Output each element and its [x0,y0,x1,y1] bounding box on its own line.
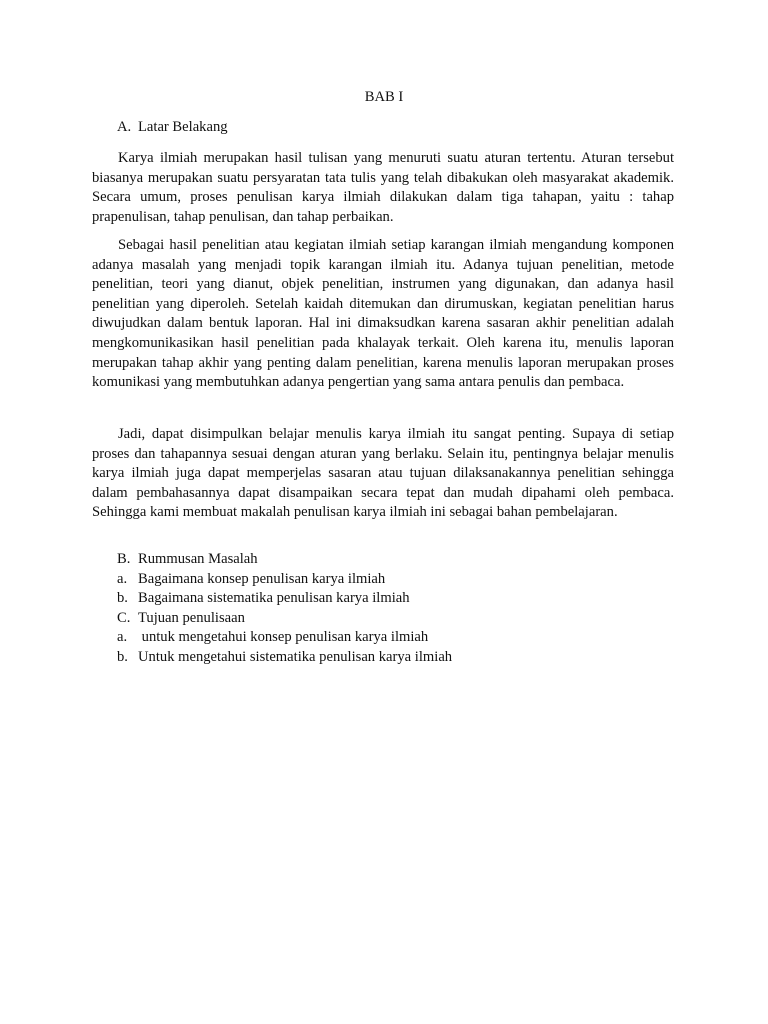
list-item [117,628,452,648]
list-text: Bagaimana sistematika penulisan karya ilmiah [138,590,410,607]
list-item [117,589,452,609]
list-marker: B. [117,551,131,567]
paragraph-1: Karya ilmiah merupakan hasil tulisan yang menuruti suatu aturan tertentu. Aturan tersebut biasanya merupakan suatu persyaratan tata tulis yang telah dibakukan oleh masyarakat akademik. Secara umum, proses penulisan karya ilmiah dilakukan dalam tiga tahapan, yaitu : tahap prapenulisan, tahap penulisan, dan tahap perbaikan. [92,150,674,225]
list-item [117,570,452,590]
list-text: Bagaimana konsep penulisan karya ilmiah [138,570,386,587]
list-text: Untuk mengetahui sistematika penulisan karya ilmiah [138,648,453,665]
list-item [117,609,452,629]
chapter-title: BAB I [364,89,404,105]
list-text: untuk mengetahui konsep penulisan karya ilmiah [138,629,429,646]
paragraph-2: Sebagai hasil penelitian atau kegiatan ilmiah setiap karangan ilmiah mengandung komponen adanya masalah yang menjadi topik karangan ilmiah itu. Adanya tujuan penelitian, metode penelitian, teori yang dianut, objek penelitian, instrumen yang digunakan, dan adanya hasil penelitian yang diperoleh. Setelah kaidah ditemukan dan dirumuskan, kegiatan penelitian harus diwujudkan dalam bentuk laporan. Hal ini dimaksudkan karena sasaran akhir penelitian adalah mengkomunikasikan hasil penelitian pada khalayak terkait. Oleh karena itu, menulis laporan merupakan tahap akhir yang penting dalam penelitian, karena menulis laporan merupakan proses komunikasi yang membutuhkan adanya pengertian yang sama antara penulis dan pembaca. [92,237,674,391]
list-marker: a. [117,629,128,646]
list-item [117,648,452,668]
section-title: Latar Belakang [138,119,228,135]
list-text: Rummusan Masalah [138,551,258,567]
list-item [117,550,452,570]
list-marker: C. [117,609,131,626]
outline-list [117,550,452,668]
paragraph-3: Jadi, dapat disimpulkan belajar menulis karya ilmiah itu sangat penting. Supaya di setiap proses dan tahapannya sesuai dengan aturan yang berlaku. Selain itu, pentingnya belajar menulis karya ilmiah juga dapat memperjelas sasaran atau tujuan dilaksanakannya penelitian sehingga dalam pembahasannya dapat disampaikan secara tepat dan mudah dipahami oleh pembaca. Sehingga kami membuat makalah penulisan karya ilmiah ini sebagai bahan pembelajaran. [92,426,674,521]
list-marker: b. [117,590,128,607]
section-heading-latar-belakang [117,117,228,137]
list-text: Tujuan penulisaan [138,609,245,626]
list-marker: a. [117,570,128,587]
section-marker: A. [117,119,132,135]
list-marker: b. [117,648,128,665]
